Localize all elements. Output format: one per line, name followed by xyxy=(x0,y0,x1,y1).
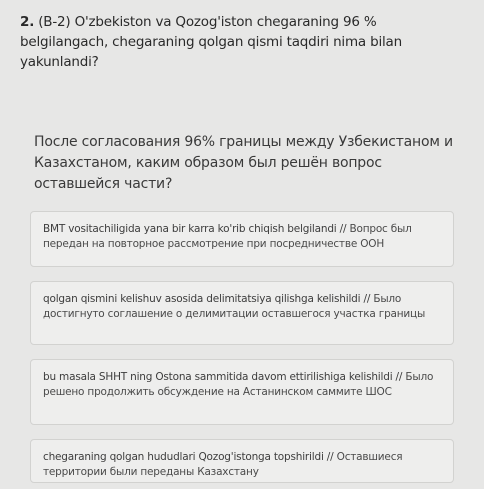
answer-option-3-ru: Было решено продолжить обсуждение на Астанинском саммите ШОС xyxy=(43,371,434,398)
answer-option-2-uz: qolgan qismini kelishuv asosida delimitatsiya qilishga kelishildi // xyxy=(43,293,371,305)
answer-option-2-ru: Было достигнуто соглашение о делимитации оставшегося участка границы xyxy=(43,293,426,320)
answer-options xyxy=(18,211,466,483)
question-text-uz xyxy=(18,12,466,72)
answer-option-1-ru: Вопрос был передан на повторное рассмотрение при посредничестве ООН xyxy=(43,223,412,250)
question-number: 2. xyxy=(20,14,35,30)
answer-option-3[interactable] xyxy=(30,359,454,425)
question-text-ru: После согласования 96% границы между Узбекистаном и Казахстаном, каким образом был решён вопрос оставшейся части? xyxy=(34,134,453,192)
answer-option-1[interactable] xyxy=(30,211,454,267)
answer-option-2[interactable] xyxy=(30,281,454,345)
question-uz-body: (B-2) O'zbekiston va Qozog'iston chegaraning 96 % belgilangach, chegaraning qolgan qismi taqdiri nima bilan yakunlandi? xyxy=(20,14,402,70)
answer-option-4-ru: Оставшиеся территории были переданы Казахстану xyxy=(43,451,403,478)
answer-option-4[interactable] xyxy=(30,439,454,483)
answer-option-4-uz: chegaraning qolgan hududlari Qozog'istonga topshirildi // xyxy=(43,451,334,463)
answer-option-3-uz: bu masala SHHT ning Ostona sammitida davom ettirilishiga kelishildi // xyxy=(43,371,403,383)
answer-option-1-uz: BMT vositachiligida yana bir karra ko'rib chiqish belgilandi // xyxy=(43,223,347,235)
